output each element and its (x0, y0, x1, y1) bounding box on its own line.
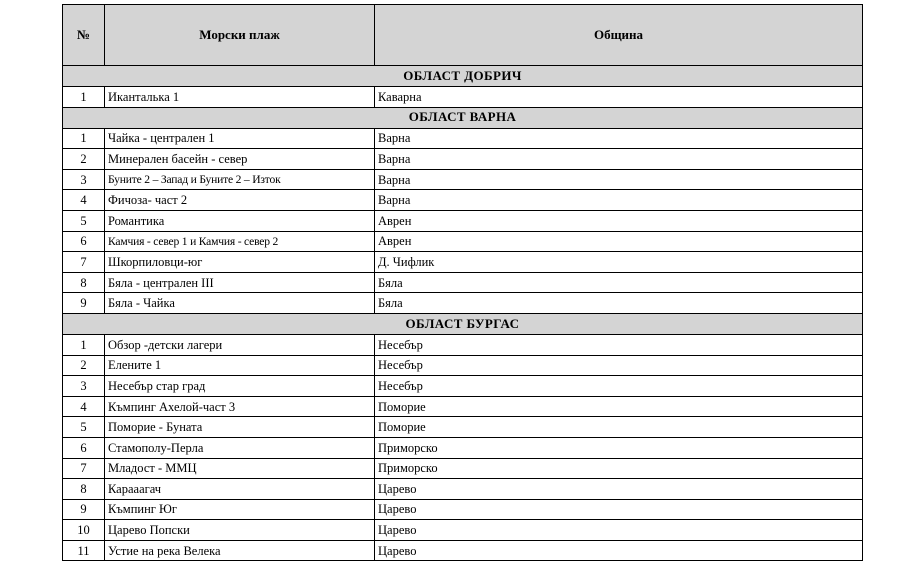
cell-number: 7 (63, 252, 105, 273)
cell-number: 4 (63, 190, 105, 211)
table-row (63, 355, 863, 376)
cell-beach-name: Обзор -детски лагери (105, 334, 375, 355)
section-title: ОБЛАСТ БУРГАС (63, 313, 863, 334)
cell-beach-name: Чайка - централен 1 (105, 128, 375, 149)
cell-municipality: Каварна (375, 87, 863, 108)
column-header-beach: Морски плаж (105, 5, 375, 66)
table-row (63, 396, 863, 417)
cell-number: 1 (63, 334, 105, 355)
table-row (63, 499, 863, 520)
cell-municipality: Царево (375, 520, 863, 541)
cell-number: 10 (63, 520, 105, 541)
cell-number: 11 (63, 540, 105, 561)
table-row (63, 169, 863, 190)
cell-number: 7 (63, 458, 105, 479)
cell-number: 4 (63, 396, 105, 417)
table-row (63, 210, 863, 231)
cell-municipality: Несебър (375, 334, 863, 355)
section-header-row (63, 107, 863, 128)
section-header-row (63, 66, 863, 87)
cell-number: 1 (63, 128, 105, 149)
cell-beach-name: Царево Попски (105, 520, 375, 541)
cell-municipality: Приморско (375, 458, 863, 479)
table-row (63, 417, 863, 438)
cell-beach-name: Шкорпиловци-юг (105, 252, 375, 273)
cell-beach-name: Несебър стар град (105, 376, 375, 397)
header-row (63, 5, 863, 66)
cell-beach-name: Поморие - Буната (105, 417, 375, 438)
cell-municipality: Варна (375, 190, 863, 211)
table-row (63, 252, 863, 273)
cell-municipality: Приморско (375, 437, 863, 458)
cell-beach-name: Карааагач (105, 479, 375, 500)
cell-number: 1 (63, 87, 105, 108)
section-header-row (63, 313, 863, 334)
table-row (63, 540, 863, 561)
cell-municipality: Царево (375, 540, 863, 561)
cell-beach-name: Буните 2 – Запад и Буните 2 – Изток (105, 169, 375, 190)
cell-municipality: Варна (375, 128, 863, 149)
cell-number: 9 (63, 499, 105, 520)
table-row (63, 87, 863, 108)
cell-beach-name: Романтика (105, 210, 375, 231)
cell-number: 6 (63, 231, 105, 252)
cell-municipality: Несебър (375, 376, 863, 397)
cell-number: 8 (63, 479, 105, 500)
cell-beach-name: Къмпинг Ахелой-част 3 (105, 396, 375, 417)
cell-municipality: Царево (375, 499, 863, 520)
cell-beach-name: Бяла - Чайка (105, 293, 375, 314)
cell-beach-name: Стамополу-Перла (105, 437, 375, 458)
cell-beach-name: Камчия - север 1 и Камчия - север 2 (105, 231, 375, 252)
cell-number: 3 (63, 376, 105, 397)
cell-municipality: Варна (375, 169, 863, 190)
cell-number: 2 (63, 149, 105, 170)
table-row (63, 128, 863, 149)
table-row (63, 437, 863, 458)
cell-number: 3 (63, 169, 105, 190)
cell-beach-name: Елените 1 (105, 355, 375, 376)
cell-municipality: Поморие (375, 396, 863, 417)
cell-municipality: Аврен (375, 210, 863, 231)
cell-number: 2 (63, 355, 105, 376)
cell-municipality: Варна (375, 149, 863, 170)
cell-beach-name: Фичоза- част 2 (105, 190, 375, 211)
table-row (63, 458, 863, 479)
cell-number: 5 (63, 417, 105, 438)
section-title: ОБЛАСТ ДОБРИЧ (63, 66, 863, 87)
cell-beach-name: Минерален басейн - север (105, 149, 375, 170)
table-row (63, 479, 863, 500)
cell-municipality: Аврен (375, 231, 863, 252)
cell-beach-name: Младост - ММЦ (105, 458, 375, 479)
cell-beach-name: Иканталька 1 (105, 87, 375, 108)
table-row (63, 376, 863, 397)
cell-municipality: Д. Чифлик (375, 252, 863, 273)
cell-municipality: Бяла (375, 293, 863, 314)
cell-beach-name: Устие на река Велека (105, 540, 375, 561)
table-row (63, 293, 863, 314)
column-header-number: № (63, 5, 105, 66)
cell-municipality: Несебър (375, 355, 863, 376)
cell-number: 8 (63, 272, 105, 293)
table-row (63, 520, 863, 541)
cell-beach-name: Бяла - централен III (105, 272, 375, 293)
table-row (63, 272, 863, 293)
table-header (63, 5, 863, 66)
table-row (63, 231, 863, 252)
cell-municipality: Поморие (375, 417, 863, 438)
column-header-municipality: Община (375, 5, 863, 66)
document-page (0, 4, 924, 558)
table-row (63, 149, 863, 170)
table-body (63, 66, 863, 561)
cell-municipality: Царево (375, 479, 863, 500)
cell-beach-name: Къмпинг Юг (105, 499, 375, 520)
section-title: ОБЛАСТ ВАРНА (63, 107, 863, 128)
table-row (63, 190, 863, 211)
table-row (63, 334, 863, 355)
cell-number: 9 (63, 293, 105, 314)
beach-list-table (62, 4, 863, 561)
cell-number: 5 (63, 210, 105, 231)
cell-municipality: Бяла (375, 272, 863, 293)
cell-number: 6 (63, 437, 105, 458)
